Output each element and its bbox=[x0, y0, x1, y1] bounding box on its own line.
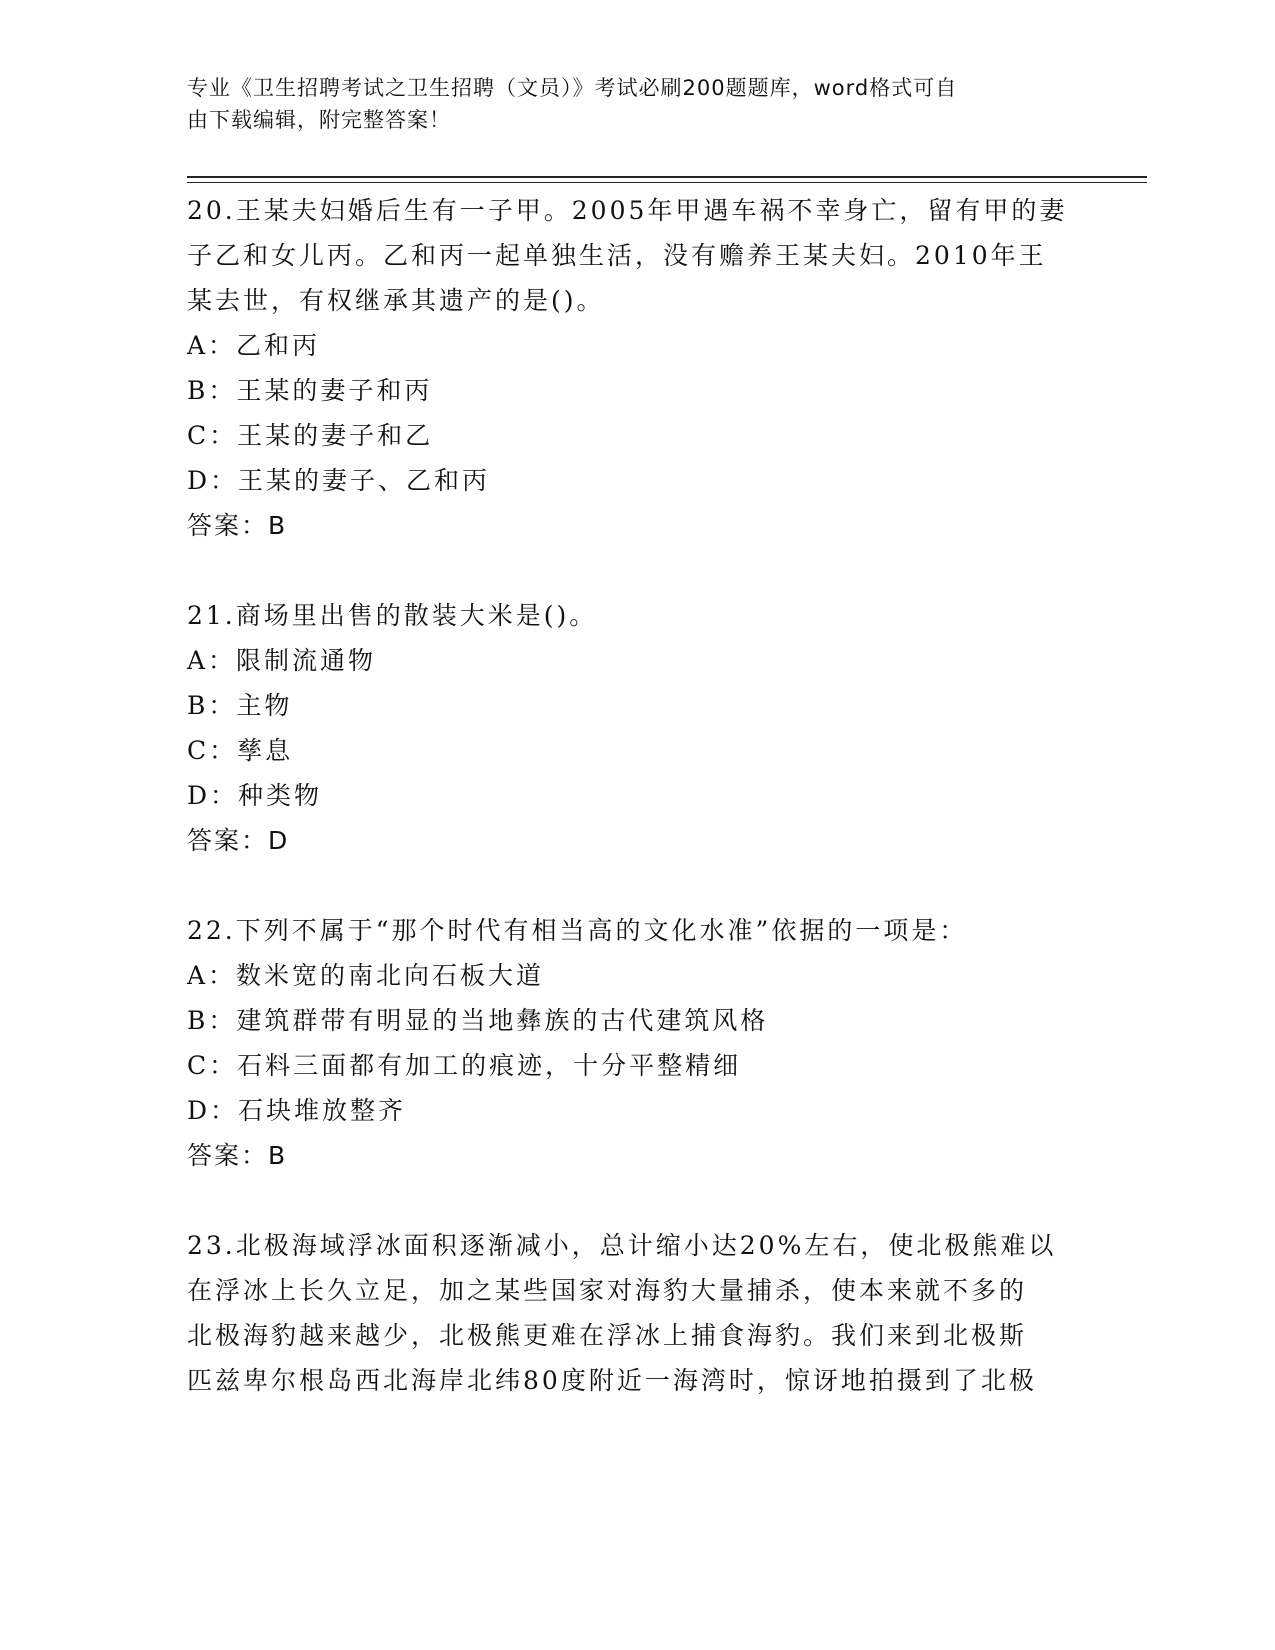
question-20 bbox=[187, 188, 1087, 548]
question-23 bbox=[187, 1223, 1087, 1403]
question-stem-line: 20.王某夫妇婚后生有一子甲。2005年甲遇车祸不幸身亡，留有甲的妻 bbox=[187, 196, 1068, 225]
question-stem-line: 21.商场里出售的散装大米是()。 bbox=[187, 601, 598, 630]
option-d: D：种类物 bbox=[187, 781, 323, 810]
option-c: C：石料三面都有加工的痕迹，十分平整精细 bbox=[187, 1051, 742, 1080]
option-a: A：数米宽的南北向石板大道 bbox=[187, 961, 545, 990]
option-d: D：石块堆放整齐 bbox=[187, 1096, 407, 1125]
header-line-1: 专业《卫生招聘考试之卫生招聘（文员）》考试必刷200题题库，word格式可自 bbox=[187, 76, 958, 100]
header-line-2: 由下载编辑，附完整答案！ bbox=[187, 108, 451, 132]
question-stem-line: 在浮冰上长久立足，加之某些国家对海豹大量捕杀，使本来就不多的 bbox=[187, 1276, 1028, 1305]
header-divider-thin bbox=[187, 182, 1147, 183]
option-a: A：限制流通物 bbox=[187, 646, 377, 675]
option-a: A：乙和丙 bbox=[187, 331, 321, 360]
question-list bbox=[187, 188, 1087, 1448]
question-stem-line: 23.北极海域浮冰面积逐渐减小，总计缩小达20%左右，使北极熊难以 bbox=[187, 1231, 1057, 1260]
option-b: B：建筑群带有明显的当地彝族的古代建筑风格 bbox=[187, 1006, 769, 1035]
question-stem-line: 某去世，有权继承其遗产的是()。 bbox=[187, 286, 605, 315]
question-stem-line: 子乙和女儿丙。乙和丙一起单独生活，没有赡养王某夫妇。2010年王 bbox=[187, 241, 1047, 270]
question-stem-line: 北极海豹越来越少，北极熊更难在浮冰上捕食海豹。我们来到北极斯 bbox=[187, 1321, 1028, 1350]
question-21 bbox=[187, 593, 1087, 863]
option-b: B：主物 bbox=[187, 691, 293, 720]
document-header bbox=[187, 72, 1067, 136]
question-stem-line: 匹兹卑尔根岛西北海岸北纬80度附近一海湾时，惊讶地拍摄到了北极 bbox=[187, 1366, 1037, 1395]
option-c: C：孳息 bbox=[187, 736, 294, 765]
question-stem-line: 22.下列不属于“那个时代有相当高的文化水准”依据的一项是： bbox=[187, 916, 968, 945]
answer-line: 答案：B bbox=[187, 511, 288, 540]
option-b: B：王某的妻子和丙 bbox=[187, 376, 433, 405]
question-22 bbox=[187, 908, 1087, 1178]
answer-line: 答案：D bbox=[187, 826, 290, 855]
option-d: D：王某的妻子、乙和丙 bbox=[187, 466, 491, 495]
answer-line: 答案：B bbox=[187, 1141, 288, 1170]
option-c: C：王某的妻子和乙 bbox=[187, 421, 434, 450]
header-divider-thick bbox=[187, 176, 1147, 178]
